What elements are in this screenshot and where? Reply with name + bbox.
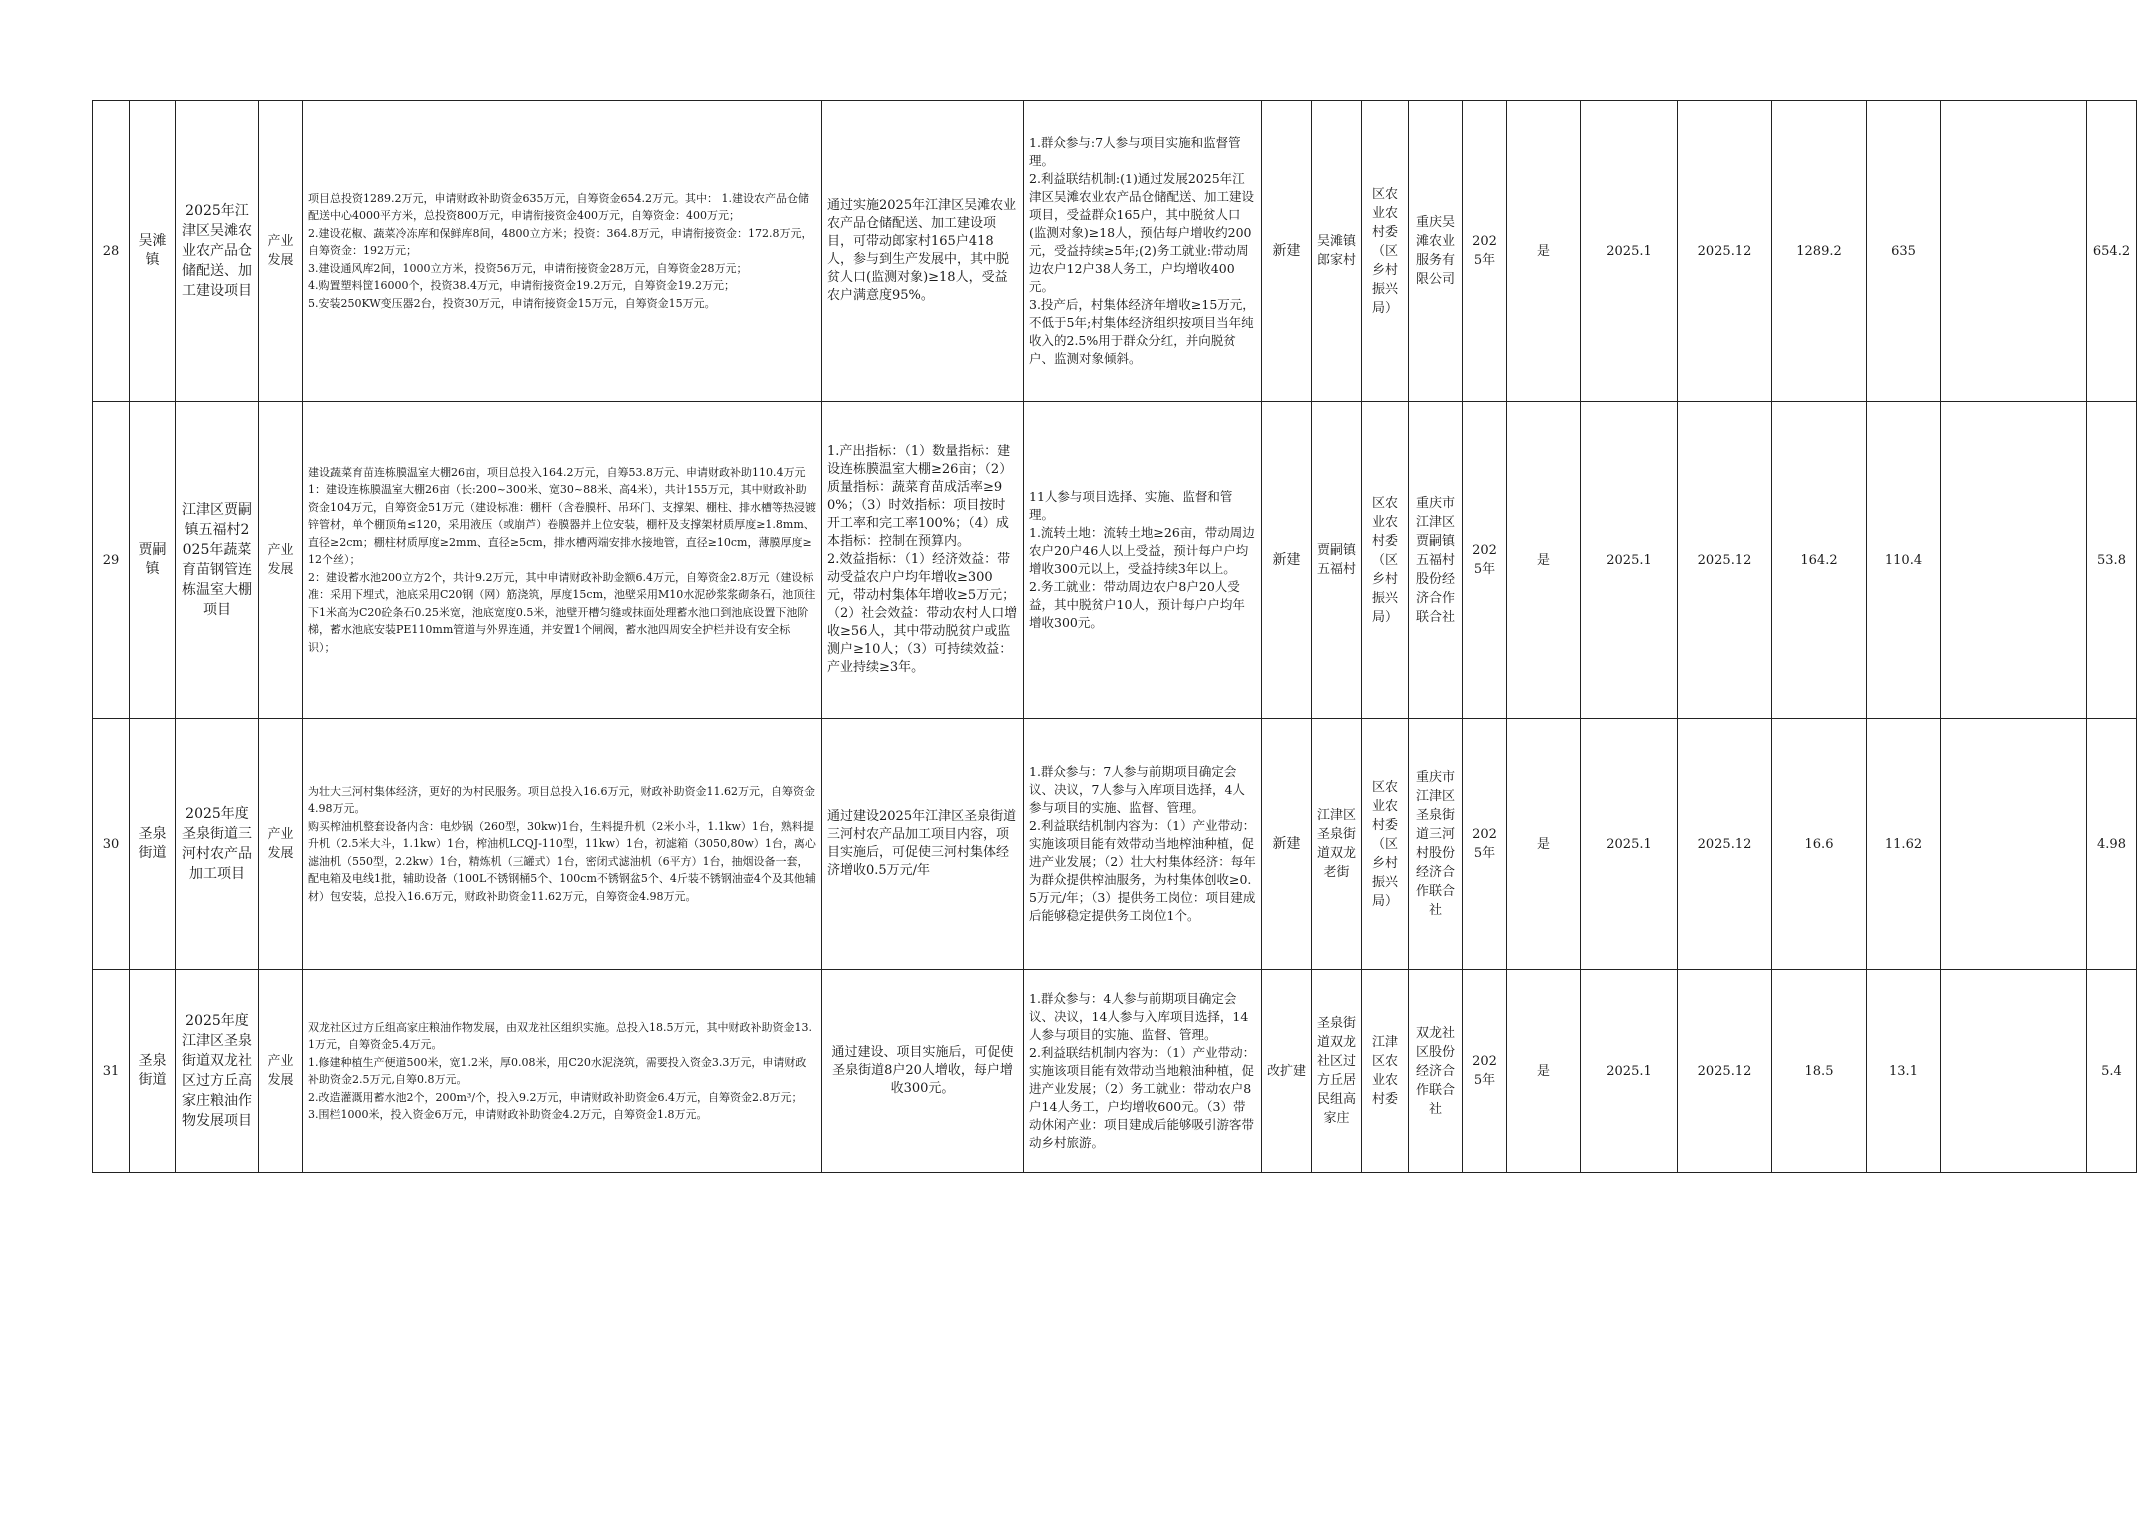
table-row: [93, 970, 2137, 1173]
end-date-cell: 2025.12: [1678, 970, 1772, 1173]
fiscal-funds-cell: 13.1: [1867, 970, 1941, 1173]
project-type-cell: 产业发展: [259, 101, 303, 402]
flag-cell: 是: [1507, 402, 1581, 719]
project-content-cell: 项目总投资1289.2万元，申请财政补助资金635万元，自筹资金654.2万元。其中： 1.建设农产品仓储配送中心4000平方米，总投资800万元，申请衔接资金400万元，自筹资金：400万元； 2.建设花椒、蔬菜冷冻库和保鲜库8间，4800立方米；投资：364.8万元，申请衔接资金：172.8万元，自筹资金：192万元； 3.建设通风库2间，1000立方米，投资56万元，申请衔接资金28万元，自筹资金28万元； 4.购置塑料筐16000个，投资38.4万元，申请衔接资金19.2万元，自筹资金19.2万元； 5.安装250KW变压器2台，投资30万元，申请衔接资金15万元，自筹资金15万元。: [303, 101, 822, 402]
flag-cell: 是: [1507, 101, 1581, 402]
benefit-cell: 1.产出指标：（1）数量指标：建设连栋膜温室大棚≥26亩；（2）质量指标：蔬菜育苗成活率≥90%；（3）时效指标：项目按时开工率和完工率100%；（4）成本指标：控制在预算内。 2.效益指标：（1）经济效益：带动受益农户户均年增收≥300元，带动村集体年增收≥5万元；（2）社会效益：带动农村人口增收≥56人，其中带动脱贫户或监测户≥10人；（3）可持续效益：产业持续≥3年。: [822, 402, 1024, 719]
start-date-cell: 2025.1: [1581, 402, 1678, 719]
total-investment-cell: 164.2: [1772, 402, 1867, 719]
blank-cell: [1941, 719, 2087, 970]
location-cell: 贾嗣镇五福村: [1312, 402, 1362, 719]
mechanism-cell: 1.群众参与:7人参与项目实施和监督管理。 2.利益联结机制:(1)通过发展2025年江津区吴滩农业农产品仓储配送、加工建设项目，受益群众165户，其中脱贫人口(监测对象)≥18人，预估每户增收约200元，受益持续≥5年;(2)务工就业:带动周边农户12户38人务工，户均增收400元。 3.投产后，村集体经济年增收≥15万元，不低于5年;村集体经济组织按项目当年纯收入的2.5%用于群众分红，并向脱贫户、监测对象倾斜。: [1024, 101, 1262, 402]
mechanism-cell: 1.群众参与：7人参与前期项目确定会议、决议，7人参与入库项目选择，4人参与项目的实施、监督、管理。 2.利益联结机制内容为：（1）产业带动：实施该项目能有效带动当地榨油种植，促进产业发展；（2）壮大村集体经济：每年为群众提供榨油服务，为村集体创收≥0.5万元/年；（3）提供务工岗位：项目建成后能够稳定提供务工岗位1个。: [1024, 719, 1262, 970]
table-row: [93, 719, 2137, 970]
start-date-cell: 2025.1: [1581, 101, 1678, 402]
end-date-cell: 2025.12: [1678, 719, 1772, 970]
self-funds-cell: 5.4: [2087, 970, 2137, 1173]
department-cell: 区农业农村委（区乡村振兴局）: [1362, 719, 1409, 970]
project-content-cell: 建设蔬菜育苗连栋膜温室大棚26亩，项目总投入164.2万元，自筹53.8万元、申请财政补助110.4万元 1：建设连栋膜温室大棚26亩（长:200~300米、宽30~88米、高4米），共计155万元，其中财政补助资金104万元，自筹资金51万元（建设标准：棚杆（含卷膜杆、吊环门、支撑架、棚柱、排水槽等热浸镀锌管材，单个棚顶角≤120，采用液压（或崩芦）卷膜器并上位安装，棚杆及支撑架材质厚度≥1.8mm、直径≥2cm；棚柱材质厚度≥2mm、直径≥5cm，排水槽两端安排水接地管，直径≥10cm，薄膜厚度≥12个丝）； 2：建设蓄水池200立方2个，共计9.2万元，其中申请财政补助金额6.4万元，自筹资金2.8万元（建设标准：采用下埋式，池底采用C20钢（网）筋浇筑，厚度15cm，池壁采用M10水泥砂浆浆砌条石，池顶往下1米高为C20砼条石0.25米宽，池底宽度0.5米，池壁开槽匀缝或抹面处理蓄水池口到池底设置下池阶梯，蓄水池底安装PE110mm管道与外界连通，并安置1个闸阀，蓄水池四周安全护栏并设有安全标识）；: [303, 402, 822, 719]
year-cell: 2025年: [1463, 101, 1507, 402]
blank-cell: [1941, 402, 2087, 719]
project-type-cell: 产业发展: [259, 402, 303, 719]
blank-cell: [1941, 101, 2087, 402]
flag-cell: 是: [1507, 719, 1581, 970]
town-cell: 吴滩镇: [130, 101, 176, 402]
project-content-cell: 为壮大三河村集体经济，更好的为村民服务。项目总投入16.6万元，财政补助资金11.62万元，自筹资金4.98万元。 购买榨油机整套设备内含：电炒锅（260型，30kw)1台，生料提升机（2米小斗，1.1kw）1台，熟料提升机（2.5米大斗，1.1kw）1台，榨油机LCQJ-110型，11kw）1台，初滤箱（3050,80w）1台，离心滤油机（550型，2.2kw）1台，精炼机（三罐式）1台，密闭式滤油机（6平方）1台，抽烟设备一套，配电箱及电线1批，辅助设备（100L不锈钢桶5个、100cm不锈钢盆5个、4斤装不锈钢油壶4个及其他辅材）包安装，总投入16.6万元，财政补助资金11.62万元，自筹资金4.98万元。: [303, 719, 822, 970]
mechanism-cell: 1.群众参与：4人参与前期项目确定会议、决议，14人参与入库项目选择，14人参与项目的实施、监督、管理。 2.利益联结机制内容为：（1）产业带动：实施该项目能有效带动当地粮油种植，促进产业发展；（2）务工就业：带动农户8户14人务工，户均增收600元。（3）带动休闲产业：项目建成后能够吸引游客带动乡村旅游。: [1024, 970, 1262, 1173]
department-cell: 江津区农业农村委: [1362, 970, 1409, 1173]
project-name-cell: 江津区贾嗣镇五福村2025年蔬菜育苗钢管连栋温室大棚项目: [176, 402, 259, 719]
nature-cell: 改扩建: [1262, 970, 1312, 1173]
total-investment-cell: 16.6: [1772, 719, 1867, 970]
owner-cell: 重庆吴滩农业服务有限公司: [1409, 101, 1463, 402]
department-cell: 区农业农村委（区乡村振兴局）: [1362, 402, 1409, 719]
row-number: 31: [93, 970, 130, 1173]
nature-cell: 新建: [1262, 719, 1312, 970]
department-cell: 区农业农村委（区乡村振兴局）: [1362, 101, 1409, 402]
total-investment-cell: 18.5: [1772, 970, 1867, 1173]
row-number: 30: [93, 719, 130, 970]
total-investment-cell: 1289.2: [1772, 101, 1867, 402]
fiscal-funds-cell: 110.4: [1867, 402, 1941, 719]
location-cell: 圣泉街道双龙社区过方丘居民组高家庄: [1312, 970, 1362, 1173]
town-cell: 圣泉街道: [130, 970, 176, 1173]
owner-cell: 重庆市江津区贾嗣镇五福村股份经济合作联合社: [1409, 402, 1463, 719]
self-funds-cell: 654.2: [2087, 101, 2137, 402]
year-cell: 2025年: [1463, 970, 1507, 1173]
owner-cell: 重庆市江津区圣泉街道三河村股份经济合作联合社: [1409, 719, 1463, 970]
project-content-cell: 双龙社区过方丘组高家庄粮油作物发展，由双龙社区组织实施。总投入18.5万元，其中财政补助资金13.1万元，自筹资金5.4万元。 1.修建种植生产便道500米，宽1.2米，厚0.08米，用C20水泥浇筑，需要投入资金3.3万元，申请财政补助资金2.5万元,自筹0.8万元。 2.改造灌溉用蓄水池2个，200m³/个，投入9.2万元，申请财政补助资金6.4万元，自筹资金2.8万元； 3.围栏1000米，投入资金6万元，申请财政补助资金4.2万元，自筹资金1.8万元。: [303, 970, 822, 1173]
owner-cell: 双龙社区股份经济合作联合社: [1409, 970, 1463, 1173]
fiscal-funds-cell: 11.62: [1867, 719, 1941, 970]
blank-cell: [1941, 970, 2087, 1173]
benefit-cell: 通过实施2025年江津区吴滩农业农产品仓储配送、加工建设项目，可带动郎家村165户418人，参与到生产发展中，其中脱贫人口(监测对象)≥18人，受益农户满意度95%。: [822, 101, 1024, 402]
row-number: 28: [93, 101, 130, 402]
year-cell: 2025年: [1463, 719, 1507, 970]
year-cell: 2025年: [1463, 402, 1507, 719]
project-name-cell: 2025年江津区吴滩农业农产品仓储配送、加工建设项目: [176, 101, 259, 402]
flag-cell: 是: [1507, 970, 1581, 1173]
self-funds-cell: 53.8: [2087, 402, 2137, 719]
project-name-cell: 2025年度江津区圣泉街道双龙社区过方丘高家庄粮油作物发展项目: [176, 970, 259, 1173]
town-cell: 圣泉街道: [130, 719, 176, 970]
project-type-cell: 产业发展: [259, 719, 303, 970]
location-cell: 江津区圣泉街道双龙老街: [1312, 719, 1362, 970]
project-type-cell: 产业发展: [259, 970, 303, 1173]
mechanism-cell: 11人参与项目选择、实施、监督和管理。 1.流转土地：流转土地≥26亩，带动周边农户20户46人以上受益，预计每户户均增收300元以上，受益持续3年以上。 2.务工就业：带动周边农户8户20人受益，其中脱贫户10人，预计每户户均年增收300元。: [1024, 402, 1262, 719]
table-row: [93, 402, 2137, 719]
fiscal-funds-cell: 635: [1867, 101, 1941, 402]
nature-cell: 新建: [1262, 101, 1312, 402]
nature-cell: 新建: [1262, 402, 1312, 719]
project-name-cell: 2025年度圣泉街道三河村农产品加工项目: [176, 719, 259, 970]
row-number: 29: [93, 402, 130, 719]
town-cell: 贾嗣镇: [130, 402, 176, 719]
end-date-cell: 2025.12: [1678, 402, 1772, 719]
location-cell: 吴滩镇郎家村: [1312, 101, 1362, 402]
project-table: [92, 100, 2137, 1173]
end-date-cell: 2025.12: [1678, 101, 1772, 402]
start-date-cell: 2025.1: [1581, 719, 1678, 970]
table-row: [93, 101, 2137, 402]
self-funds-cell: 4.98: [2087, 719, 2137, 970]
start-date-cell: 2025.1: [1581, 970, 1678, 1173]
benefit-cell: 通过建设2025年江津区圣泉街道三河村农产品加工项目内容，项目实施后，可促使三河村集体经济增收0.5万元/年: [822, 719, 1024, 970]
benefit-cell: 通过建设、项目实施后，可促使圣泉街道8户20人增收，每户增收300元。: [822, 970, 1024, 1173]
